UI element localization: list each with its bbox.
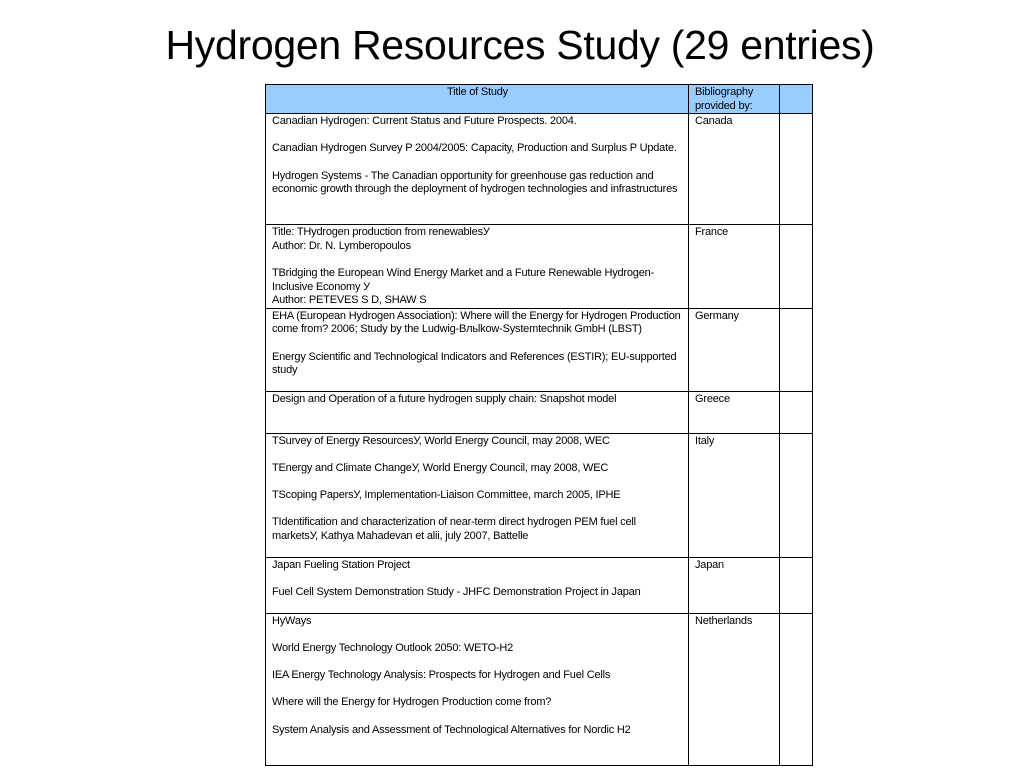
study-title-line: TBridging the European Wind Energy Market and a Future Renewable Hydrogen-Inclusive Economy У bbox=[272, 266, 655, 293]
table-row bbox=[266, 557, 813, 613]
study-title: TScoping PapersУ, Implementation-Liaison Committee, march 2005, IPHE bbox=[272, 489, 621, 502]
country-cell: Greece bbox=[689, 391, 780, 433]
empty-cell bbox=[780, 391, 813, 433]
empty-cell bbox=[780, 114, 813, 225]
table-row bbox=[266, 308, 813, 391]
study-title: Energy Scientific and Technological Indicators and References (ESTIR); EU-supported study bbox=[272, 350, 677, 377]
country-cell: Netherlands bbox=[689, 613, 780, 765]
study-title: Canadian Hydrogen: Current Status and Future Prospects. 2004. bbox=[272, 115, 577, 128]
country-cell: France bbox=[689, 225, 780, 309]
entry-spacer bbox=[272, 710, 683, 724]
study-titles-cell bbox=[266, 391, 689, 433]
study-title: Where will the Energy for Hydrogen Production come from? bbox=[272, 696, 552, 709]
study-title: EHA (European Hydrogen Association): Where will the Energy for Hydrogen Production come from? 2006; Study by the Ludwig-Вльlkow-Systemtechnik GmbH (LBST) bbox=[272, 309, 681, 336]
study-title bbox=[272, 267, 683, 308]
study-title: TIdentification and characterization of near-term direct hydrogen PEM fuel cell marketsУ, Kathya Mahadevan et alii, july 2007, Battelle bbox=[272, 516, 636, 542]
studies-table bbox=[265, 84, 813, 766]
empty-cell bbox=[780, 557, 813, 613]
empty-cell bbox=[780, 225, 813, 309]
country-cell: Italy bbox=[689, 433, 780, 557]
entry-spacer bbox=[272, 683, 683, 697]
country-cell: Germany bbox=[689, 308, 780, 391]
study-title: Design and Operation of a future hydrogen supply chain: Snapshot model bbox=[272, 392, 617, 405]
study-title-line: Title: THydrogen production from renewablesУ bbox=[272, 226, 490, 239]
study-title: Hydrogen Systems - The Canadian opportunity for greenhouse gas reduction and economic growth through the deployment of hydrogen technologies and infrastructures bbox=[272, 169, 678, 196]
page-title: Hydrogen Resources Study (29 entries) bbox=[165, 22, 875, 68]
entry-spacer bbox=[272, 628, 683, 642]
entry-spacer bbox=[272, 156, 683, 170]
empty-cell bbox=[780, 308, 813, 391]
study-title: System Analysis and Assessment of Technological Alternatives for Nordic H2 bbox=[272, 723, 631, 736]
table-body bbox=[266, 114, 813, 766]
study-title: TSurvey of Energy ResourcesУ, World Energy Council, may 2008, WEC bbox=[272, 434, 610, 447]
study-title: TEnergy and Climate ChangeУ, World Energy Council, may 2008, WEC bbox=[272, 461, 609, 474]
entry-spacer bbox=[272, 656, 683, 670]
table-row bbox=[266, 114, 813, 225]
header-empty bbox=[780, 85, 813, 114]
entry-spacer bbox=[272, 337, 683, 351]
entry-spacer bbox=[272, 572, 683, 586]
entry-spacer bbox=[272, 503, 683, 517]
study-titles-cell bbox=[266, 114, 689, 225]
country-cell: Japan bbox=[689, 557, 780, 613]
study-title bbox=[272, 226, 683, 253]
table-header-row bbox=[266, 85, 813, 114]
study-title: Japan Fueling Station Project bbox=[272, 558, 410, 571]
table-row bbox=[266, 391, 813, 433]
study-titles-cell bbox=[266, 308, 689, 391]
study-titles-cell bbox=[266, 557, 689, 613]
header-bibliography-provided-by: Bibliography provided by: bbox=[689, 85, 780, 114]
study-title: IEA Energy Technology Analysis: Prospects for Hydrogen and Fuel Cells bbox=[272, 669, 611, 682]
empty-cell bbox=[780, 613, 813, 765]
study-titles-cell bbox=[266, 613, 689, 765]
study-title-line: Author: PETEVES S D, SHAW S bbox=[272, 294, 427, 307]
table-row bbox=[266, 433, 813, 557]
header-title-of-study: Title of Study bbox=[266, 85, 689, 114]
entry-spacer bbox=[272, 448, 683, 462]
entry-spacer bbox=[272, 253, 683, 267]
country-cell: Canada bbox=[689, 114, 780, 225]
study-title: Canadian Hydrogen Survey P 2004/2005: Capacity, Production and Surplus P Update. bbox=[272, 142, 677, 155]
empty-cell bbox=[780, 433, 813, 557]
table-row bbox=[266, 613, 813, 765]
study-title: Fuel Cell System Demonstration Study - JHFC Demonstration Project in Japan bbox=[272, 585, 641, 598]
study-titles-cell bbox=[266, 433, 689, 557]
table-row bbox=[266, 225, 813, 309]
study-title-line: Author: Dr. N. Lymberopoulos bbox=[272, 239, 411, 252]
study-titles-cell bbox=[266, 225, 689, 309]
entry-spacer bbox=[272, 476, 683, 490]
study-title: World Energy Technology Outlook 2050: WETO-H2 bbox=[272, 641, 514, 654]
study-title: HyWays bbox=[272, 614, 312, 627]
entry-spacer bbox=[272, 129, 683, 143]
